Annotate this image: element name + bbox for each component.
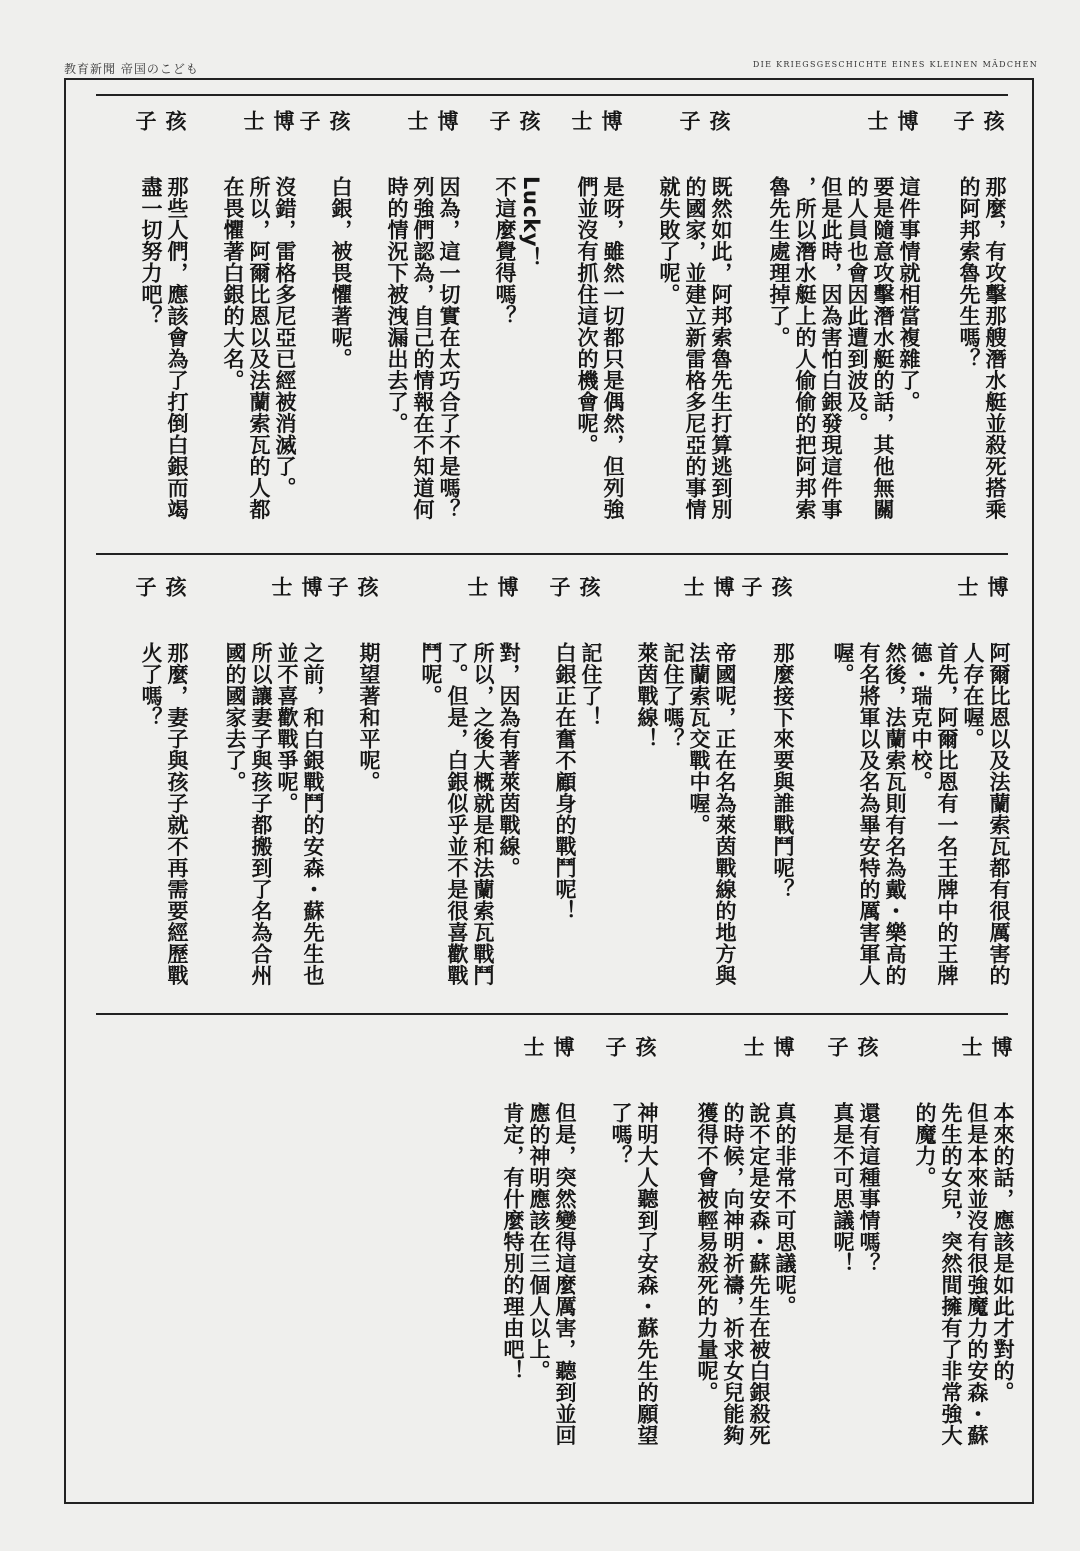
dialogue-text: 神明大人聽到了安森・蘇先生的願望 了嗎？ <box>609 1102 659 1446</box>
speaker-label: 博士 <box>681 576 735 597</box>
dialogue-text: 沒錯，雷格多尼亞已經被消滅了。 所以，阿爾比恩以及法蘭索瓦的人都 在畏懼著白銀的大名。 <box>221 176 297 520</box>
dialogue-text: 那麼，妻子與孩子就不再需要經歷戰 火了嗎？ <box>139 642 189 986</box>
speaker-label: 博士 <box>405 110 459 131</box>
divider-middle-1 <box>96 553 1008 555</box>
speaker-label: 博士 <box>269 576 323 597</box>
dialogue-text: 對，因為有著萊茵戰線。 所以，之後大概就是和法蘭索瓦戰鬥 了。但是，白銀似乎並不是很喜歡戰 鬥呢。 <box>419 642 521 986</box>
dialogue-text: 那些人們，應該會為了打倒白銀而竭 盡一切努力吧？ <box>139 176 189 520</box>
dialogue-text: 因為，這一切實在太巧合了不是嗎？ 列強們認為，自己的情報在不知道何 時的情況下被洩漏出去了。 <box>385 176 461 520</box>
speaker-label: 孩子 <box>951 110 1005 131</box>
dialogue-text: 記住了！ 白銀正在奮不顧身的戰鬥呢！ <box>553 642 603 922</box>
speaker-label: 博士 <box>569 110 623 131</box>
dialogue-text: 本來的話，應該是如此才對的。 但是本來並沒有很強魔力的安森・蘇 先生的女兒，突然間擁有了非常強大 的魔力。 <box>913 1102 1015 1446</box>
speaker-label: 博士 <box>465 576 519 597</box>
dialogue-section-1 <box>96 110 1008 550</box>
dialogue-text: 期望著和平呢。 <box>357 642 381 793</box>
dialogue-text: 那麼接下來要與誰戰鬥呢？ <box>771 642 795 900</box>
speaker-label: 孩子 <box>297 110 351 131</box>
dialogue-text: 之前，和白銀戰鬥的安森・蘇先生也 並不喜歡戰爭呢。 所以讓妻子與孩子都搬到了名為合州 國的國家去了。 <box>223 642 325 986</box>
dialogue-text: 阿爾比恩以及法蘭索瓦都有很厲害的 人存在喔。 首先，阿爾比恩有一名王牌中的王牌 德・瑞克中校。 然後，法蘭索瓦則有名為戴・樂高的 有名將軍以及名為畢安特的厲害軍人 喔。 <box>831 642 1011 986</box>
speaker-label: 孩子 <box>547 576 601 597</box>
speaker-label: 博士 <box>521 1036 575 1057</box>
dialogue-text: 這件事情就相當複雜了。 要是隨意攻擊潛水艇的話，其他無關 的人員也會因此遭到波及。 但是此時，因為害怕白銀發現這件事 ，所以潛水艇上的人偷偷的把阿邦索 魯先生處理掉了。 <box>767 176 921 520</box>
speaker-label: 博士 <box>741 1036 795 1057</box>
divider-top <box>96 94 1008 96</box>
dialogue-text: 還有這種事情嗎？ 真是不可思議呢！ <box>831 1102 881 1274</box>
dialogue-text: 是呀，雖然一切都只是偶然，但列強 們並沒有抓住這次的機會呢。 <box>575 176 625 520</box>
speaker-label: 博士 <box>955 576 1009 597</box>
speaker-label: 孩子 <box>133 110 187 131</box>
dialogue-text: 既然如此，阿邦索魯先生打算逃到別 的國家，並建立新雷格多尼亞的事情 就失敗了呢。 <box>657 176 733 520</box>
dialogue-text: 真的非常不可思議呢。 說不定是安森・蘇先生在被白銀殺死 的時候，向神明祈禱，祈求女兒能夠 獲得不會被輕易殺死的力量呢。 <box>695 1102 797 1446</box>
speaker-label: 博士 <box>241 110 295 131</box>
speaker-label: 孩子 <box>739 576 793 597</box>
book-subtitle: DIE KRIEGSGESCHICHTE EINES KLEINEN MÄDCHEN <box>752 60 1038 69</box>
newspaper-title: 教育新聞 帝国のこども <box>64 62 199 76</box>
divider-middle-2 <box>96 1013 1008 1015</box>
dialogue-text: 那麼，有攻擊那艘潛水艇並殺死搭乘 的阿邦索魯先生嗎？ <box>957 176 1007 520</box>
dialogue-text: Lucky！ 不這麼覺得嗎？ <box>493 176 543 327</box>
dialogue-text: 但是，突然變得這麼厲害，聽到並回 應的神明應該在三個人以上。 肯定，有什麼特別的理由吧！ <box>501 1102 577 1446</box>
speaker-label: 孩子 <box>487 110 541 131</box>
speaker-label: 孩子 <box>825 1036 879 1057</box>
dialogue-section-3 <box>96 1036 1015 1476</box>
dialogue-text: 白銀，被畏懼著呢。 <box>329 176 353 370</box>
speaker-label: 孩子 <box>603 1036 657 1057</box>
speaker-label: 孩子 <box>677 110 731 131</box>
speaker-label: 孩子 <box>325 576 379 597</box>
speaker-label: 孩子 <box>133 576 187 597</box>
dialogue-section-2 <box>96 576 1011 1004</box>
speaker-label: 博士 <box>959 1036 1013 1057</box>
dialogue-text: 帝國呢，正在名為萊茵戰線的地方與 法蘭索瓦交戰中喔。 記住了嗎？ 萊茵戰線！ <box>635 642 737 986</box>
speaker-label: 博士 <box>865 110 919 131</box>
